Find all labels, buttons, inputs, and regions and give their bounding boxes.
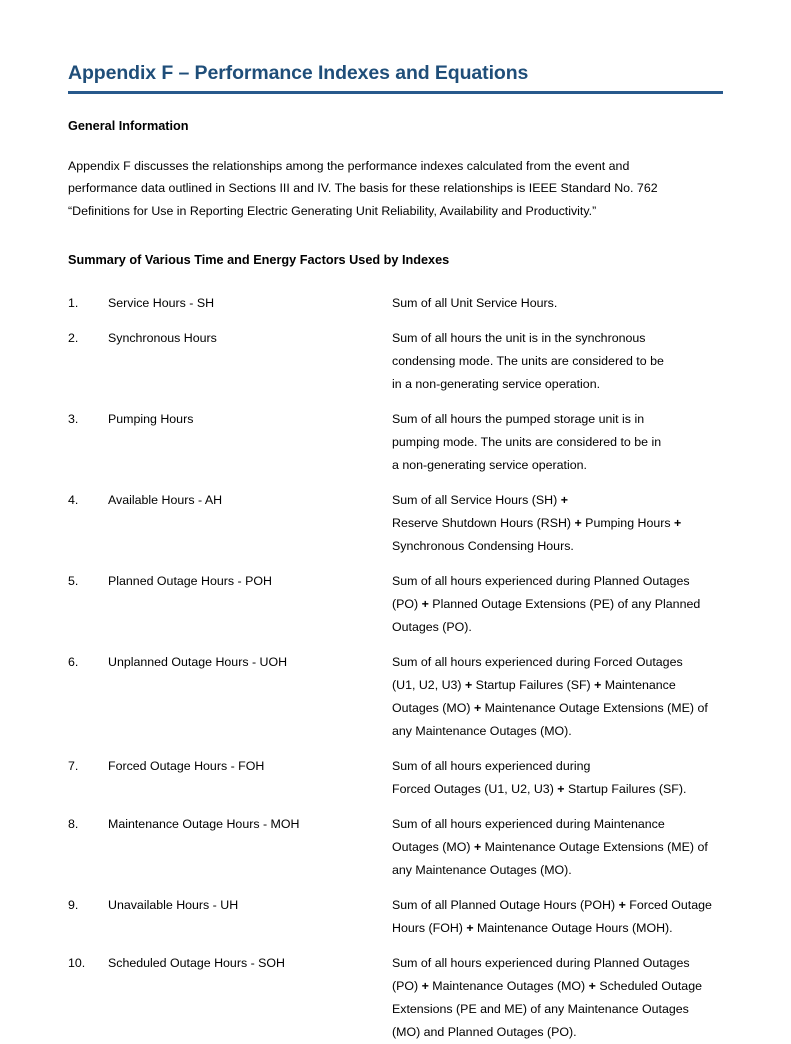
- section-heading-general-information: General Information: [68, 119, 189, 134]
- factor-description-line: pumping mode. The units are considered to be in: [392, 434, 662, 449]
- factor-description-line: Outages (MO) + Maintenance Outage Extensions (ME) of: [392, 839, 708, 854]
- factor-label: Forced Outage Hours - FOH: [108, 758, 265, 773]
- factor-description: [392, 952, 724, 1044]
- page-title: Appendix F – Performance Indexes and Equations: [68, 62, 529, 84]
- section-heading-summary: Summary of Various Time and Energy Factors Used by Indexes: [68, 253, 450, 268]
- factor-number: 9.: [68, 897, 79, 912]
- paragraph-line: “Definitions for Use in Reporting Electric Generating Unit Reliability, Availability and Productivity.”: [68, 203, 597, 218]
- factor-label: Unavailable Hours - UH: [108, 897, 239, 912]
- factor-row: [68, 408, 724, 477]
- factor-description-line: (PO) + Planned Outage Extensions (PE) of any Planned: [392, 596, 701, 611]
- plus-operator: +: [473, 700, 482, 715]
- factor-description-line: a non-generating service operation.: [392, 457, 587, 472]
- factors-list: [68, 292, 724, 1044]
- factor-description-line: Sum of all hours the unit is in the synchronous: [392, 330, 646, 345]
- factor-row: [68, 570, 724, 639]
- factor-row: [68, 755, 724, 801]
- factor-description: [392, 894, 724, 940]
- plus-operator: +: [466, 920, 474, 935]
- factor-description-line: in a non-generating service operation.: [392, 376, 601, 391]
- factor-number: 4.: [68, 492, 79, 507]
- factor-description: [392, 570, 724, 639]
- factor-row: [68, 489, 724, 558]
- factor-description-line: (PO) + Maintenance Outages (MO) + Scheduled Outage: [392, 978, 702, 993]
- plus-operator: +: [464, 677, 473, 692]
- plus-operator: +: [560, 492, 568, 507]
- factor-row: [68, 327, 724, 396]
- factor-number: 6.: [68, 654, 79, 669]
- factor-description-line: (MO) and Planned Outages (PO).: [392, 1024, 577, 1039]
- factor-description-line: Sum of all hours experienced during Maintenance: [392, 816, 665, 831]
- factor-row: [68, 952, 724, 1044]
- factor-description-line: Synchronous Condensing Hours.: [392, 538, 574, 553]
- general-information-paragraph: [68, 155, 720, 223]
- factor-row: [68, 813, 724, 882]
- factor-description-line: condensing mode. The units are considered to be: [392, 353, 664, 368]
- factor-number: 1.: [68, 295, 79, 310]
- factor-description-line: Sum of all hours the pumped storage unit is in: [392, 411, 645, 426]
- factor-description-line: Sum of all Planned Outage Hours (POH) + Forced Outage: [392, 897, 712, 912]
- factor-label: Scheduled Outage Hours - SOH: [108, 955, 286, 970]
- factor-number: 3.: [68, 411, 79, 426]
- paragraph-line: Appendix F discusses the relationships among the performance indexes calculated from the event and: [68, 158, 630, 173]
- plus-operator: +: [594, 677, 602, 692]
- factor-description-line: (U1, U2, U3) + Startup Failures (SF) + Maintenance: [392, 677, 676, 692]
- plus-operator: +: [473, 839, 482, 854]
- plus-operator: +: [574, 515, 582, 530]
- factor-description-line: Sum of all hours experienced during Forced Outages: [392, 654, 683, 669]
- factor-description: [392, 489, 724, 558]
- factor-row: [68, 894, 724, 940]
- title-underline-rule: [68, 91, 723, 94]
- factor-label: Planned Outage Hours - POH: [108, 573, 272, 588]
- plus-operator: +: [421, 978, 429, 993]
- factor-label: Service Hours - SH: [108, 295, 215, 310]
- factor-description-line: Extensions (PE and ME) of any Maintenance Outages: [392, 1001, 689, 1016]
- plus-operator: +: [674, 515, 682, 530]
- factor-description-line: Forced Outages (U1, U2, U3) + Startup Failures (SF).: [392, 781, 687, 796]
- plus-operator: +: [557, 781, 565, 796]
- factor-label: Synchronous Hours: [108, 330, 217, 345]
- plus-operator: +: [588, 978, 596, 993]
- factor-number: 10.: [68, 955, 86, 970]
- page-content: [68, 0, 724, 1044]
- factor-description: [392, 651, 724, 743]
- factor-description-line: Outages (MO) + Maintenance Outage Extensions (ME) of: [392, 700, 708, 715]
- factor-label: Pumping Hours: [108, 411, 194, 426]
- factor-label: Unplanned Outage Hours - UOH: [108, 654, 288, 669]
- factor-label: Available Hours - AH: [108, 492, 223, 507]
- factor-description-line: Sum of all hours experienced during Planned Outages: [392, 955, 690, 970]
- factor-number: 5.: [68, 573, 79, 588]
- factor-description-line: Sum of all hours experienced during: [392, 758, 591, 773]
- factor-description: [392, 755, 724, 801]
- factor-row: [68, 651, 724, 743]
- factor-description-line: any Maintenance Outages (MO).: [392, 723, 572, 738]
- factor-description-line: Outages (PO).: [392, 619, 472, 634]
- plus-operator: +: [421, 596, 429, 611]
- factor-number: 7.: [68, 758, 79, 773]
- factor-description-line: Reserve Shutdown Hours (RSH) + Pumping Hours +: [392, 515, 682, 530]
- factor-description: [392, 327, 724, 396]
- factor-description: [392, 292, 724, 315]
- factor-description: [392, 408, 724, 477]
- factor-description: [392, 813, 724, 882]
- factor-description-line: Sum of all hours experienced during Planned Outages: [392, 573, 690, 588]
- factor-description-line: Sum of all Service Hours (SH) +: [392, 492, 568, 507]
- factor-number: 2.: [68, 330, 79, 345]
- paragraph-line: performance data outlined in Sections III and IV. The basis for these relationships is IEEE Standard No. 762: [68, 181, 658, 196]
- factor-description-line: any Maintenance Outages (MO).: [392, 862, 572, 877]
- factor-number: 8.: [68, 816, 79, 831]
- plus-operator: +: [618, 897, 626, 912]
- factor-label: Maintenance Outage Hours - MOH: [108, 816, 300, 831]
- factor-description-line: Sum of all Unit Service Hours.: [392, 295, 558, 310]
- factor-description-line: Hours (FOH) + Maintenance Outage Hours (MOH).: [392, 920, 673, 935]
- factor-row: [68, 292, 724, 315]
